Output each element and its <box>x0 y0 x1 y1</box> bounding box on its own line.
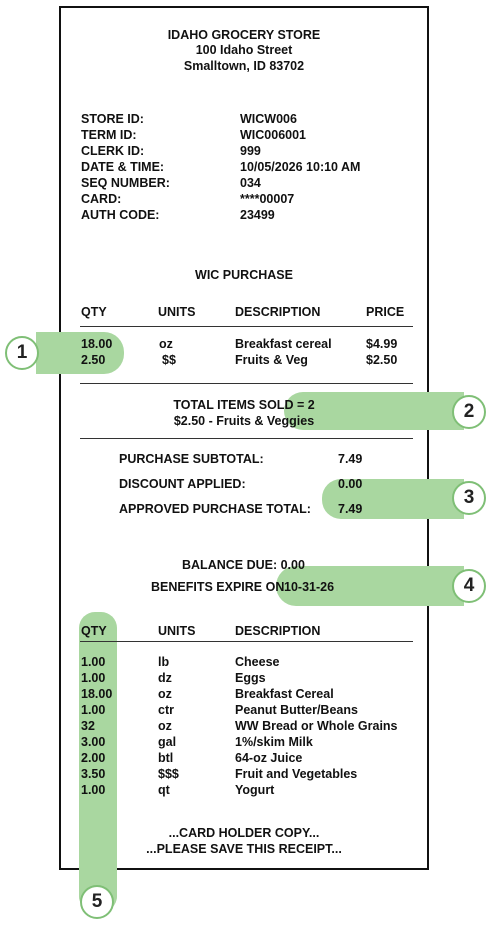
purchase-col-description: DESCRIPTION <box>235 305 321 319</box>
callout-badge-2: 2 <box>452 395 486 429</box>
totals-rule <box>80 438 413 439</box>
benefit-units: oz <box>158 687 172 701</box>
purchase-row-units: oz <box>159 337 173 351</box>
discount-value: 0.00 <box>338 477 363 491</box>
benefits-expire-label: BENEFITS EXPIRE ON <box>151 580 285 594</box>
benefit-description: Cheese <box>235 655 280 669</box>
info-label: AUTH CODE: <box>81 208 160 222</box>
benefit-units: $$$ <box>158 767 179 781</box>
benefit-description: WW Bread or Whole Grains <box>235 719 398 733</box>
info-value: 23499 <box>240 208 275 222</box>
info-value: 999 <box>240 144 261 158</box>
info-value: 034 <box>240 176 261 190</box>
purchase-end-rule <box>80 383 413 384</box>
benefit-description: Eggs <box>235 671 266 685</box>
benefits-expire-date: 10-31-26 <box>284 580 335 594</box>
store-name: IDAHO GROCERY STORE <box>167 28 321 42</box>
info-label: STORE ID: <box>81 112 144 126</box>
footer-save-receipt: ...PLEASE SAVE THIS RECEIPT... <box>146 842 342 856</box>
subtotal-value: 7.49 <box>338 452 363 466</box>
benefit-qty: 32 <box>81 719 95 733</box>
store-city: Smalltown, ID 83702 <box>183 59 305 73</box>
purchase-row-qty: 18.00 <box>81 337 113 351</box>
benefit-units: qt <box>158 783 170 797</box>
benefit-qty: 1.00 <box>81 783 106 797</box>
benefit-units: dz <box>158 671 172 685</box>
benefit-description: 64-oz Juice <box>235 751 303 765</box>
benefit-qty: 1.00 <box>81 655 106 669</box>
benefits-col-description: DESCRIPTION <box>235 624 321 638</box>
callout-badge-1: 1 <box>5 336 39 370</box>
approved-total-label: APPROVED PURCHASE TOTAL: <box>119 502 311 516</box>
total-items-sold: TOTAL ITEMS SOLD = 2 <box>173 398 315 412</box>
purchase-col-price: PRICE <box>366 305 405 319</box>
info-label: TERM ID: <box>81 128 137 142</box>
benefit-description: Breakfast Cereal <box>235 687 334 701</box>
store-street: 100 Idaho Street <box>195 43 293 57</box>
purchase-col-qty: QTY <box>81 305 107 319</box>
benefits-col-units: UNITS <box>158 624 196 638</box>
info-label: SEQ NUMBER: <box>81 176 170 190</box>
info-label: DATE & TIME: <box>81 160 165 174</box>
purchase-row-description: Fruits & Veg <box>235 353 308 367</box>
purchase-header-rule <box>80 326 413 327</box>
purchase-row-price: $2.50 <box>366 353 398 367</box>
benefit-qty: 18.00 <box>81 687 113 701</box>
callout-badge-5: 5 <box>80 885 114 919</box>
purchase-row-units: $$ <box>162 353 176 367</box>
callout-badge-4: 4 <box>452 569 486 603</box>
benefit-units: btl <box>158 751 174 765</box>
benefits-col-qty: QTY <box>81 624 107 638</box>
benefit-description: Yogurt <box>235 783 275 797</box>
footer-card-holder-copy: ...CARD HOLDER COPY... <box>168 826 320 840</box>
callout-badge-3: 3 <box>452 481 486 515</box>
benefit-description: Peanut Butter/Beans <box>235 703 358 717</box>
balance-due: BALANCE DUE: 0.00 <box>182 558 305 572</box>
purchase-col-units: UNITS <box>158 305 196 319</box>
benefit-units: gal <box>158 735 177 749</box>
benefit-units: ctr <box>158 703 174 717</box>
info-label: CLERK ID: <box>81 144 145 158</box>
info-value: WIC006001 <box>240 128 307 142</box>
benefit-description: Fruit and Vegetables <box>235 767 358 781</box>
approved-total-value: 7.49 <box>338 502 363 516</box>
benefits-header-rule <box>80 641 413 642</box>
total-items-detail: $2.50 - Fruits & Veggies <box>173 414 315 428</box>
benefit-qty: 3.00 <box>81 735 106 749</box>
benefit-qty: 2.00 <box>81 751 106 765</box>
info-label: CARD: <box>81 192 122 206</box>
benefit-qty: 1.00 <box>81 703 106 717</box>
benefit-units: oz <box>158 719 172 733</box>
benefit-qty: 3.50 <box>81 767 106 781</box>
info-value: WICW006 <box>240 112 297 126</box>
info-value: ****00007 <box>240 192 295 206</box>
info-value: 10/05/2026 10:10 AM <box>240 160 361 174</box>
benefit-description: 1%/skim Milk <box>235 735 313 749</box>
benefit-qty: 1.00 <box>81 671 106 685</box>
purchase-row-description: Breakfast cereal <box>235 337 332 351</box>
purchase-row-price: $4.99 <box>366 337 398 351</box>
benefit-units: lb <box>158 655 170 669</box>
purchase-row-qty: 2.50 <box>81 353 106 367</box>
discount-label: DISCOUNT APPLIED: <box>119 477 246 491</box>
subtotal-label: PURCHASE SUBTOTAL: <box>119 452 264 466</box>
purchase-heading: WIC PURCHASE <box>195 268 293 282</box>
